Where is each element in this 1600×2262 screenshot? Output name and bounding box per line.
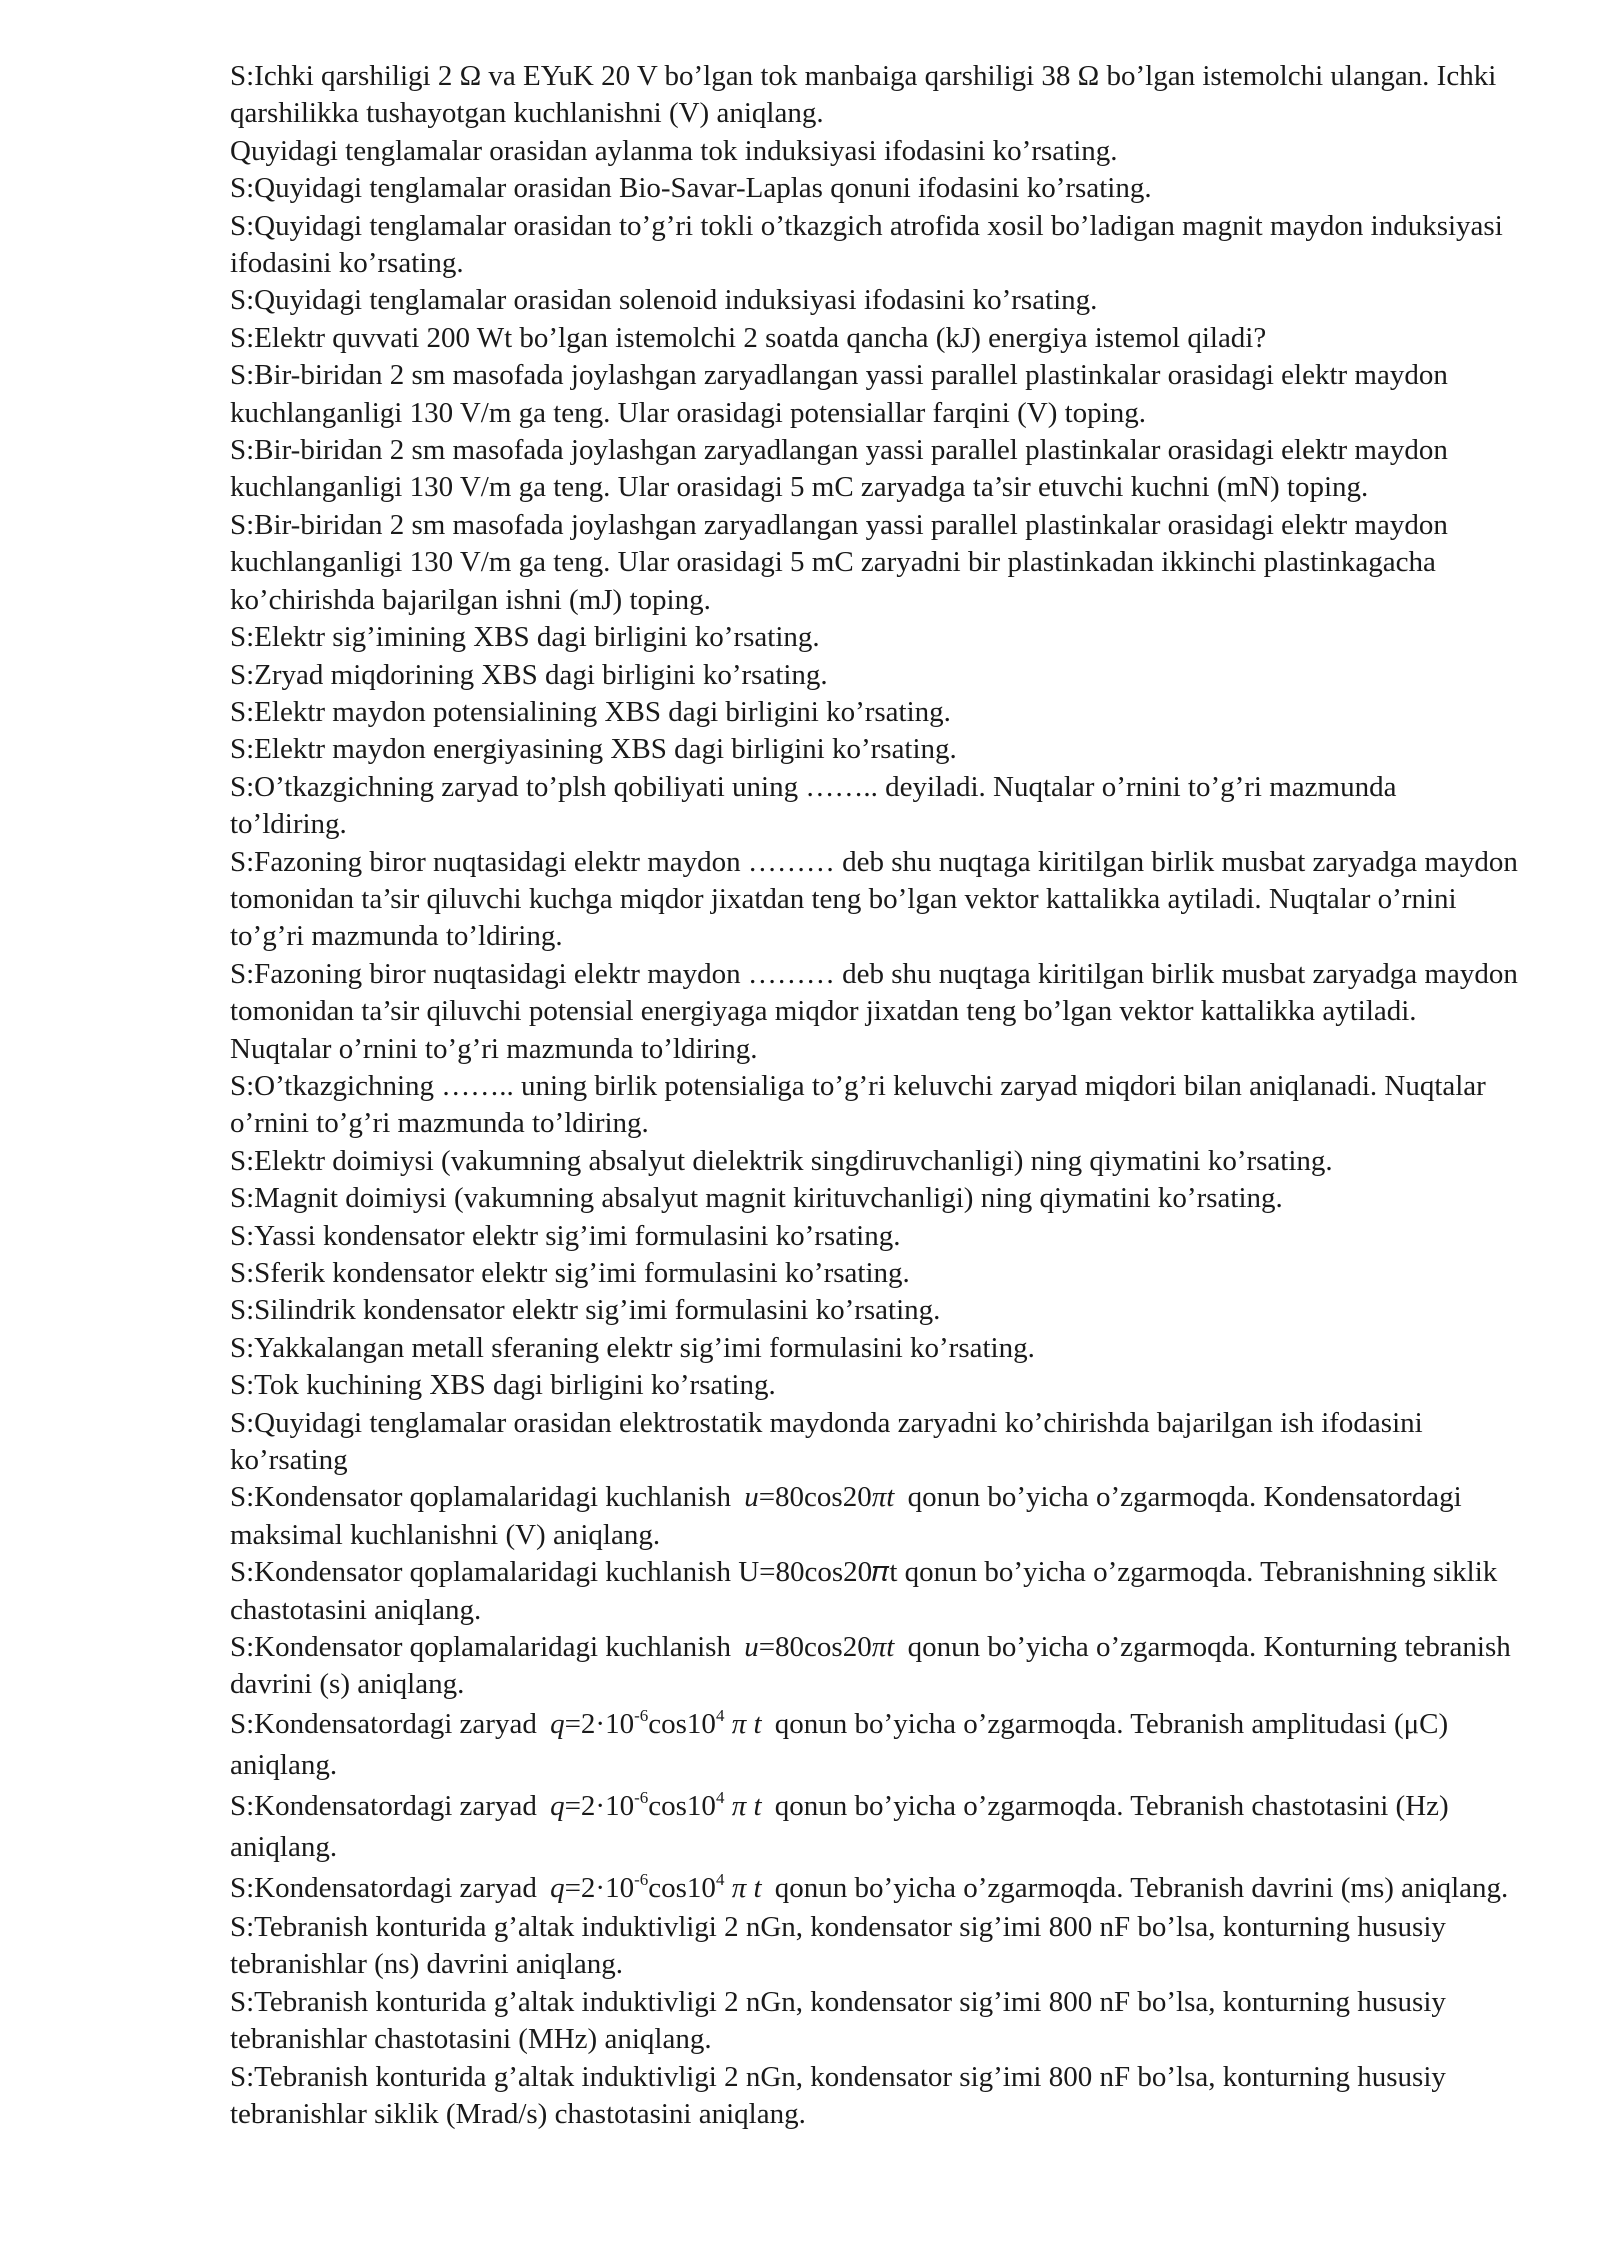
question-fill-capacity: S:O’tkazgichning zaryad to’plsh qobiliyati uning …….. deyiladi. Nuqtalar o’rnini to’g’ri mazmunda to’ldiring. xyxy=(230,770,1397,841)
question-charge-amplitude: S:Kondensatordagi zaryad $q=2\cdot 10^{-6}\cos 10^4$ π t qonun bo’yicha o’zgarmoqda. Tebranish amplitudasi (μC) aniqlang. xyxy=(230,1705,1449,1781)
question-current-unit: S:Tok kuchining XBS dagi birligini ko’rsating. xyxy=(230,1369,776,1402)
question-charge-frequency: S:Kondensatordagi zaryad $q=2\cdot 10^{-6}\cos 10^4$ π t qonun bo’yicha o’zgarmoqda. Tebranish chastotasini (Hz) aniqlang. xyxy=(230,1787,1449,1863)
question-circuit-frequency: S:Tebranish konturida g’altak induktivligi 2 nGn, kondensator sig’imi 800 nF bo’lsa, konturning hususiy tebranishlar chastotasini (MHz) aniqlang. xyxy=(230,1985,1446,2056)
question-circuit-cyclic-frequency: S:Tebranish konturida g’altak induktivligi 2 nGn, kondensator sig’imi 800 nF bo’lsa, konturning hususiy tebranishlar siklik (Mrad/s) chastotasini aniqlang. xyxy=(230,2060,1446,2130)
question-circuit-period: S:Tebranish konturida g’altak induktivligi 2 nGn, kondensator sig’imi 800 nF bo’lsa, konturning hususiy tebranishlar (ns) davrini aniqlang. xyxy=(230,1910,1446,1981)
question-straight-wire-field: S:Quyidagi tenglamalar orasidan to’g’ri tokli o’tkazgich atrofida xosil bo’ladigan magnit maydon induksiyasi ifodasini ko’rsating. xyxy=(230,209,1503,280)
question-electrostatic-work: S:Quyidagi tenglamalar orasidan elektrostatik maydonda zaryadni ko’chirishda bajarilgan ish ifodasini ko’rsating xyxy=(230,1406,1423,1477)
voltage-formula: u=80cos20πt xyxy=(744,1481,895,1514)
question-energy-unit: S:Elektr maydon energiyasining XBS dagi birligini ko’rsating. xyxy=(230,733,957,766)
question-electric-constant: S:Elektr doimiysi (vakumning absalyut dielektrik singdiruvchanligi) ning qiymatini ko’rsating. xyxy=(230,1144,1333,1177)
question-energy-consumption: S:Elektr quvvati 200 Wt bo’lgan istemolchi 2 soatda qancha (kJ) energiya istemol qiladi? xyxy=(230,321,1267,354)
question-work-moving-charge: S:Bir-biridan 2 sm masofada joylashgan zaryadlangan yassi parallel plastinkalar orasidagi elektr maydon kuchlanganligi 130 V/m ga teng. Ular orasidagi 5 mC zaryadni bir plastinkadan ikkinchi plastinkagacha ko’chirishda bajarilgan ishni (mJ) toping. xyxy=(230,508,1448,616)
question-magnetic-constant: S:Magnit doimiysi (vakumning absalyut magnit kirituvchanligi) ning qiymatini ko’rsating. xyxy=(230,1182,1283,1215)
question-fill-potential: S:Fazoning biror nuqtasidagi elektr maydon ……… deb shu nuqtaga kiritilgan birlik musbat zaryadga maydon tomonidan ta’sir qiluvchi potensial energiyaga miqdor jixatdan teng bo’lgan vektor kattalikka aytiladi. Nuqtalar o’rnini to’g’ri mazmunda to’ldiring. xyxy=(230,957,1518,1065)
question-isolated-sphere: S:Yakkalangan metall sferaning elektr sig’imi formulasini ko’rsating. xyxy=(230,1331,1035,1364)
question-fill-capacitance: S:O’tkazgichning …….. uning birlik potensialiga to’g’ri keluvchi zaryad miqdori bilan aniqlanadi. Nuqtalar o’rnini to’g’ri mazmunda to’ldiring. xyxy=(230,1069,1486,1140)
question-flat-capacitor: S:Yassi kondensator elektr sig’imi formulasini ko’rsating. xyxy=(230,1219,901,1252)
question-capacitance-unit: S:Elektr sig’imining XBS dagi birligini ko’rsating. xyxy=(230,621,820,654)
question-max-voltage: S:Kondensator qoplamalaridagi kuchlanish u=80cos20πt qonun bo’yicha o’zgarmoqda. Kondensatordagi maksimal kuchlanishni (V) aniqlang. xyxy=(230,1481,1462,1551)
question-charge-period: S:Kondensatordagi zaryad $q=2\cdot 10^{-6}\cos 10^4$ π t qonun bo’yicha o’zgarmoqda. Tebranish davrini (ms) aniqlang. xyxy=(230,1869,1509,1904)
question-internal-resistance: S:Ichki qarshiligi 2 Ω va EYuK 20 V bo’lgan tok manbaiga qarshiligi 38 Ω bo’lgan istemolchi ulangan. Ichki qarshilikka tushayotgan kuchlanishni (V) aniqlang. xyxy=(230,60,1497,130)
question-potential-difference: S:Bir-biridan 2 sm masofada joylashgan zaryadlangan yassi parallel plastinkalar orasidagi elektr maydon kuchlanganligi 130 V/m ga teng. Ular orasidagi potensiallar farqini (V) toping. xyxy=(230,359,1448,429)
voltage-formula: u=80cos20πt xyxy=(744,1631,895,1664)
question-potential-unit: S:Elektr maydon potensialining XBS dagi birligini ko’rsating. xyxy=(230,695,951,728)
question-cyclic-frequency: S:Kondensator qoplamalaridagi kuchlanish U=80cos20𝜋t qonun bo’yicha o’zgarmoqda. Tebranishning siklik chastotasini aniqlang. xyxy=(230,1556,1498,1626)
charge-formula: $q=2\cdot 10^{-6}\cos 10^4$ π t xyxy=(550,1787,762,1822)
charge-formula: $q=2\cdot 10^{-6}\cos 10^4$ π t xyxy=(550,1869,762,1904)
charge-formula: $q=2\cdot 10^{-6}\cos 10^4$ π t xyxy=(550,1705,762,1740)
document-body xyxy=(230,58,1520,2133)
question-cylindrical-capacitor: S:Silindrik kondensator elektr sig’imi formulasini ko’rsating. xyxy=(230,1294,941,1327)
question-biot-savart-laplace: S:Quyidagi tenglamalar orasidan Bio-Savar-Laplas qonuni ifodasini ko’rsating. xyxy=(230,172,1152,205)
question-oscillation-period: S:Kondensator qoplamalaridagi kuchlanish u=80cos20πt qonun bo’yicha o’zgarmoqda. Konturning tebranish davrini (s) aniqlang. xyxy=(230,1631,1511,1701)
question-force-on-charge: S:Bir-biridan 2 sm masofada joylashgan zaryadlangan yassi parallel plastinkalar orasidagi elektr maydon kuchlanganligi 130 V/m ga teng. Ular orasidagi 5 mC zaryadga ta’sir etuvchi kuchni (mN) toping. xyxy=(230,434,1448,504)
question-charge-unit: S:Zryad miqdorining XBS dagi birligini ko’rsating. xyxy=(230,658,828,691)
question-fill-field-strength: S:Fazoning biror nuqtasidagi elektr maydon ……… deb shu nuqtaga kiritilgan birlik musbat zaryadga maydon tomonidan ta’sir qiluvchi kuchga miqdor jixatdan teng bo’lgan vektor kattalikka aytiladi. Nuqtalar o’rnini to’g’ri mazmunda to’ldiring. xyxy=(230,845,1518,953)
question-circular-current-induction: Quyidagi tenglamalar orasidan aylanma tok induksiyasi ifodasini ko’rsating. xyxy=(230,134,1118,167)
question-solenoid-induction: S:Quyidagi tenglamalar orasidan solenoid induksiyasi ifodasini ko’rsating. xyxy=(230,284,1098,317)
question-spherical-capacitor: S:Sferik kondensator elektr sig’imi formulasini ko’rsating. xyxy=(230,1257,910,1289)
